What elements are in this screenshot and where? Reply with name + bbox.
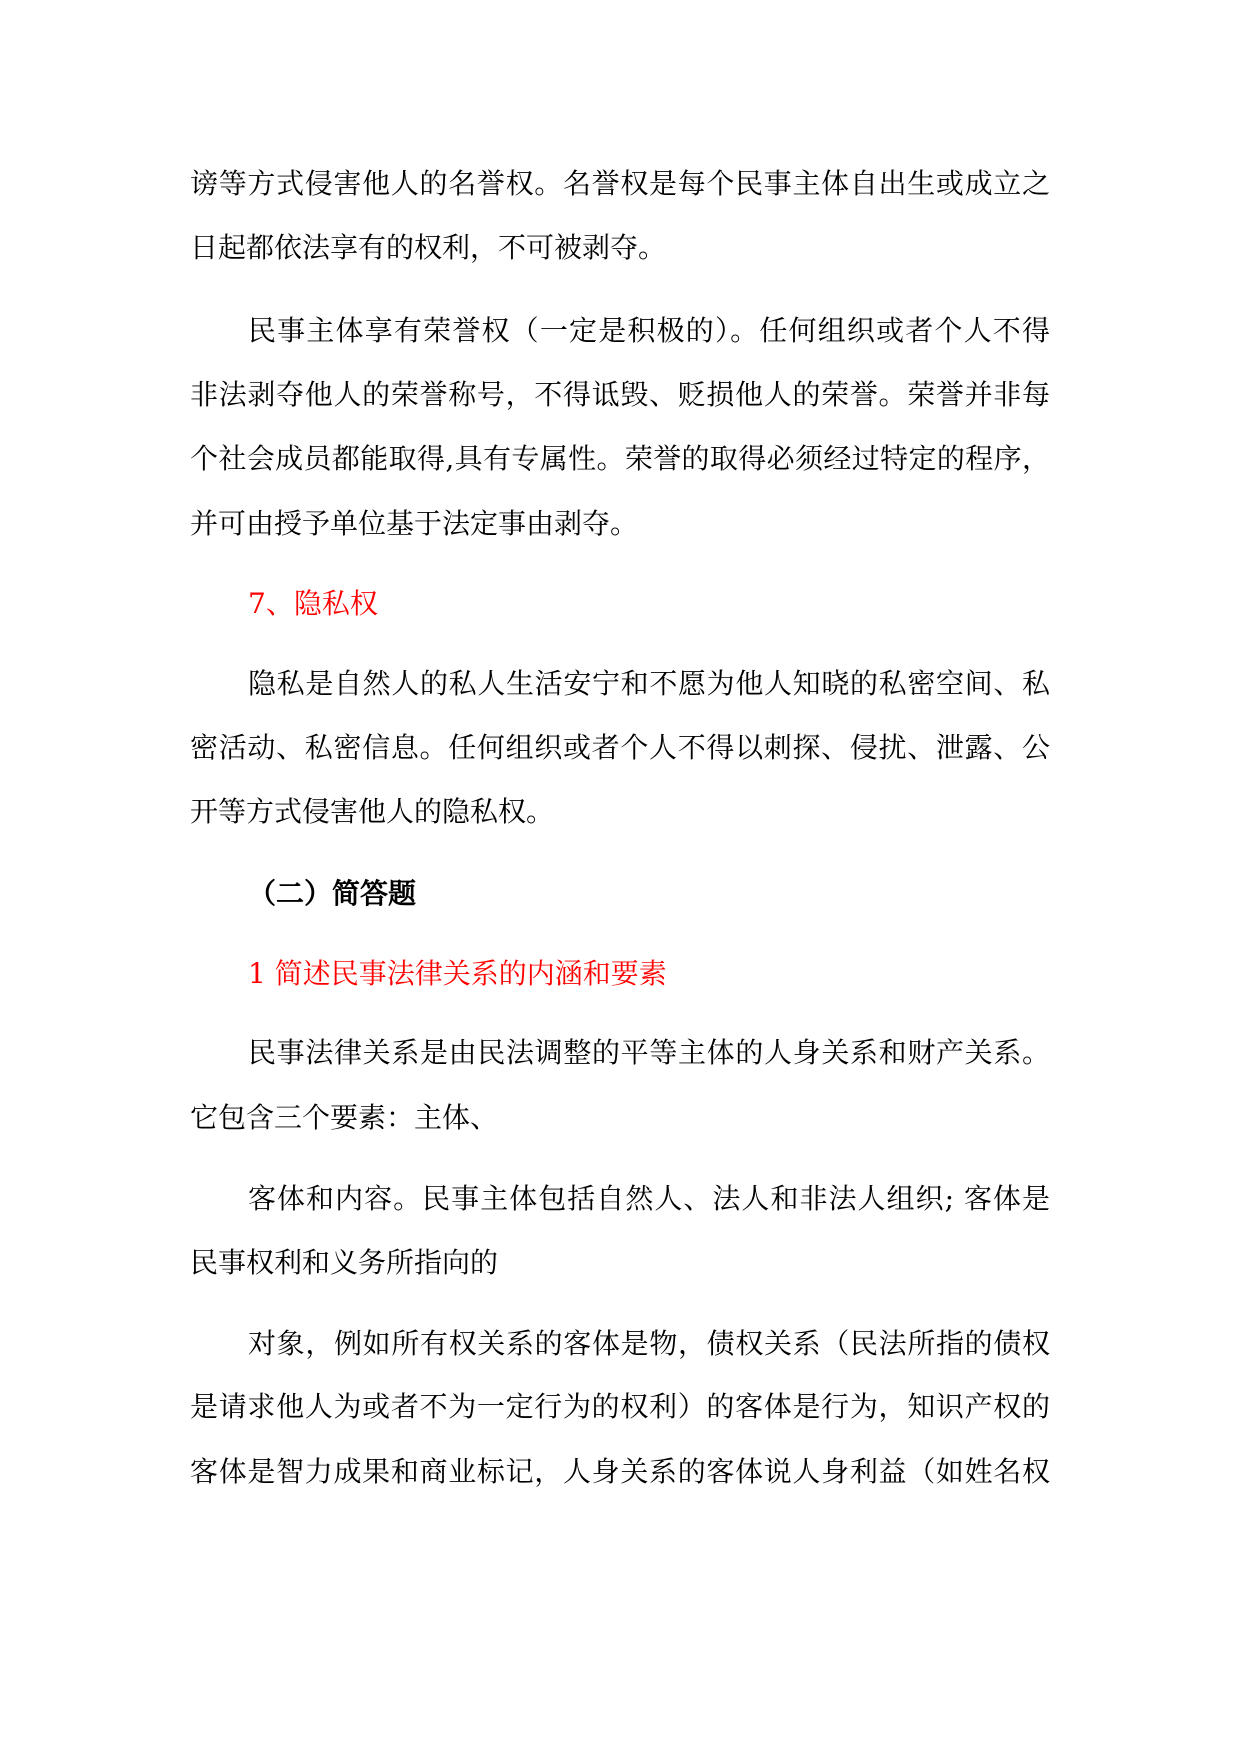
section-heading: （二）简答题 — [248, 877, 417, 910]
text-line: 隐私是自然人的私人生活安宁和不愿为他人知晓的私密空间、私 — [248, 667, 1050, 700]
text-line: 对象，例如所有权关系的客体是物，债权关系（民法所指的债权 — [248, 1327, 1050, 1360]
text-line: 开等方式侵害他人的隐私权。 — [190, 795, 555, 828]
text-line: 客体是智力成果和商业标记，人身关系的客体说人身利益（如姓名权 — [190, 1455, 1050, 1488]
text-line: 是请求他人为或者不为一定行为的权利）的客体是行为，知识产权的 — [190, 1390, 1050, 1423]
text-line: 个社会成员都能取得,具有专属性。荣誉的取得必须经过特定的程序， — [190, 442, 1050, 475]
text-line: 谤等方式侵害他人的名誉权。名誉权是每个民事主体自出生或成立之 — [190, 167, 1050, 200]
text-line: 并可由授予单位基于法定事由剥夺。 — [190, 507, 639, 540]
subsection-heading: 7、隐私权 — [248, 587, 378, 620]
text-line: 客体和内容。民事主体包括自然人、法人和非法人组织; 客体是 — [248, 1182, 1050, 1215]
text-line: 民事主体享有荣誉权（一定是积极的）。任何组织或者个人不得 — [248, 314, 1050, 347]
text-line: 非法剥夺他人的荣誉称号，不得诋毁、贬损他人的荣誉。荣誉并非每 — [190, 378, 1050, 411]
question-heading: 1 简述民事法律关系的内涵和要素 — [248, 957, 667, 990]
text-line: 密活动、私密信息。任何组织或者个人不得以刺探、侵扰、泄露、公 — [190, 731, 1050, 764]
text-line: 民事权利和义务所指向的 — [190, 1246, 499, 1279]
text-line: 日起都依法享有的权利，不可被剥夺。 — [190, 231, 667, 264]
text-line: 民事法律关系是由民法调整的平等主体的人身关系和财产关系。 — [248, 1036, 1050, 1069]
text-line: 它包含三个要素：主体、 — [190, 1101, 499, 1134]
